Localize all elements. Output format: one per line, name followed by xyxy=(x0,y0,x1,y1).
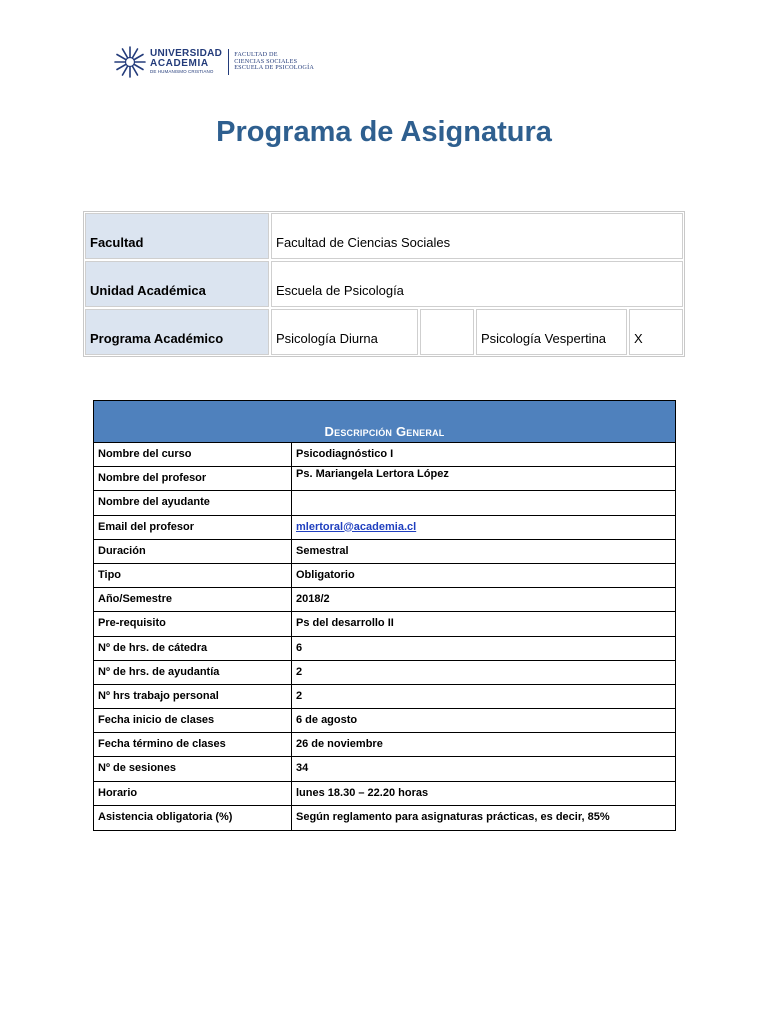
info-row-facultad xyxy=(84,212,684,260)
info-table xyxy=(83,211,685,357)
table-row xyxy=(94,564,675,588)
row-label: Año/Semestre xyxy=(94,588,292,611)
row-label: Nº de hrs. de ayudantía xyxy=(94,661,292,684)
table-row xyxy=(94,806,675,830)
row-value xyxy=(292,491,675,514)
facultad-label: Facultad xyxy=(85,213,269,259)
row-label: Asistencia obligatoria (%) xyxy=(94,806,292,830)
logo-line-1: UNIVERSIDAD xyxy=(150,48,223,60)
row-value: Ps. Mariangela Lertora López xyxy=(296,468,449,481)
table-row xyxy=(94,516,675,540)
table-row xyxy=(94,443,675,467)
info-row-unidad xyxy=(84,260,684,308)
descripcion-header xyxy=(94,401,675,443)
row-value: 2 xyxy=(296,665,303,678)
row-label: Email del profesor xyxy=(94,516,292,539)
faculty-name xyxy=(234,52,314,72)
table-row xyxy=(94,733,675,757)
descripcion-general-table xyxy=(93,400,676,831)
logo-line-3: DE HUMANISMO CRISTIANO xyxy=(150,69,214,75)
programa-vespertina-mark: X xyxy=(629,309,683,355)
row-value: Ps del desarrollo II xyxy=(296,617,394,630)
row-label: Horario xyxy=(94,782,292,805)
programa-vespertina: Psicología Vespertina xyxy=(476,309,627,355)
table-row xyxy=(94,685,675,709)
row-value: 6 xyxy=(296,641,303,654)
row-label: Nº hrs trabajo personal xyxy=(94,685,292,708)
faculty-line-3: ESCUELA DE PSICOLOGÍA xyxy=(234,64,315,72)
faculty-line-2: CIENCIAS SOCIALES xyxy=(234,57,298,65)
programa-diurna-mark xyxy=(420,309,474,355)
programa-diurna: Psicología Diurna xyxy=(271,309,418,355)
table-row xyxy=(94,467,675,491)
table-row xyxy=(94,540,675,564)
university-logo xyxy=(114,45,314,79)
sunburst-logo-icon xyxy=(114,46,146,78)
row-value: 2 xyxy=(296,689,303,702)
row-label: Duración xyxy=(94,540,292,563)
row-label: Nº de sesiones xyxy=(94,757,292,780)
page-title: Programa de Asignatura xyxy=(216,116,552,148)
table-row xyxy=(94,661,675,685)
row-label: Nombre del curso xyxy=(94,443,292,466)
info-row-programa xyxy=(84,308,684,356)
row-value: 34 xyxy=(296,762,309,775)
table-row xyxy=(94,612,675,636)
row-label: Nº de hrs. de cátedra xyxy=(94,637,292,660)
row-value: Psicodiagnóstico I xyxy=(296,448,394,460)
row-label: Fecha término de clases xyxy=(94,733,292,756)
row-label: Fecha inicio de clases xyxy=(94,709,292,732)
row-value: 6 de agosto xyxy=(296,714,358,727)
descripcion-header-text: Descripción General xyxy=(324,424,445,439)
row-label: Nombre del ayudante xyxy=(94,491,292,514)
logo-line-2: ACADEMIA xyxy=(150,58,209,70)
row-value: 2018/2 xyxy=(296,593,330,606)
row-value: Según reglamento para asignaturas prácticas, es decir, 85% xyxy=(296,810,610,823)
row-value: Semestral xyxy=(296,544,349,557)
programa-label: Programa Académico xyxy=(85,309,269,355)
row-label: Nombre del profesor xyxy=(94,467,292,490)
table-row xyxy=(94,637,675,661)
row-value: lunes 18.30 – 22.20 horas xyxy=(296,786,429,799)
faculty-line-1: FACULTAD DE xyxy=(234,51,278,59)
row-value: Obligatorio xyxy=(296,568,355,581)
table-row xyxy=(94,709,675,733)
unidad-label: Unidad Académica xyxy=(85,261,269,307)
row-value xyxy=(292,516,675,539)
table-row xyxy=(94,782,675,806)
university-name xyxy=(150,49,222,75)
facultad-value: Facultad de Ciencias Sociales xyxy=(271,213,683,259)
row-label: Tipo xyxy=(94,564,292,587)
table-row xyxy=(94,757,675,781)
logo-divider xyxy=(228,49,229,75)
professor-email-link[interactable]: mlertoral@academia.cl xyxy=(296,520,417,533)
row-value: 26 de noviembre xyxy=(296,738,383,751)
table-row xyxy=(94,491,675,515)
unidad-value: Escuela de Psicología xyxy=(271,261,683,307)
table-row xyxy=(94,588,675,612)
row-label: Pre-requisito xyxy=(94,612,292,635)
